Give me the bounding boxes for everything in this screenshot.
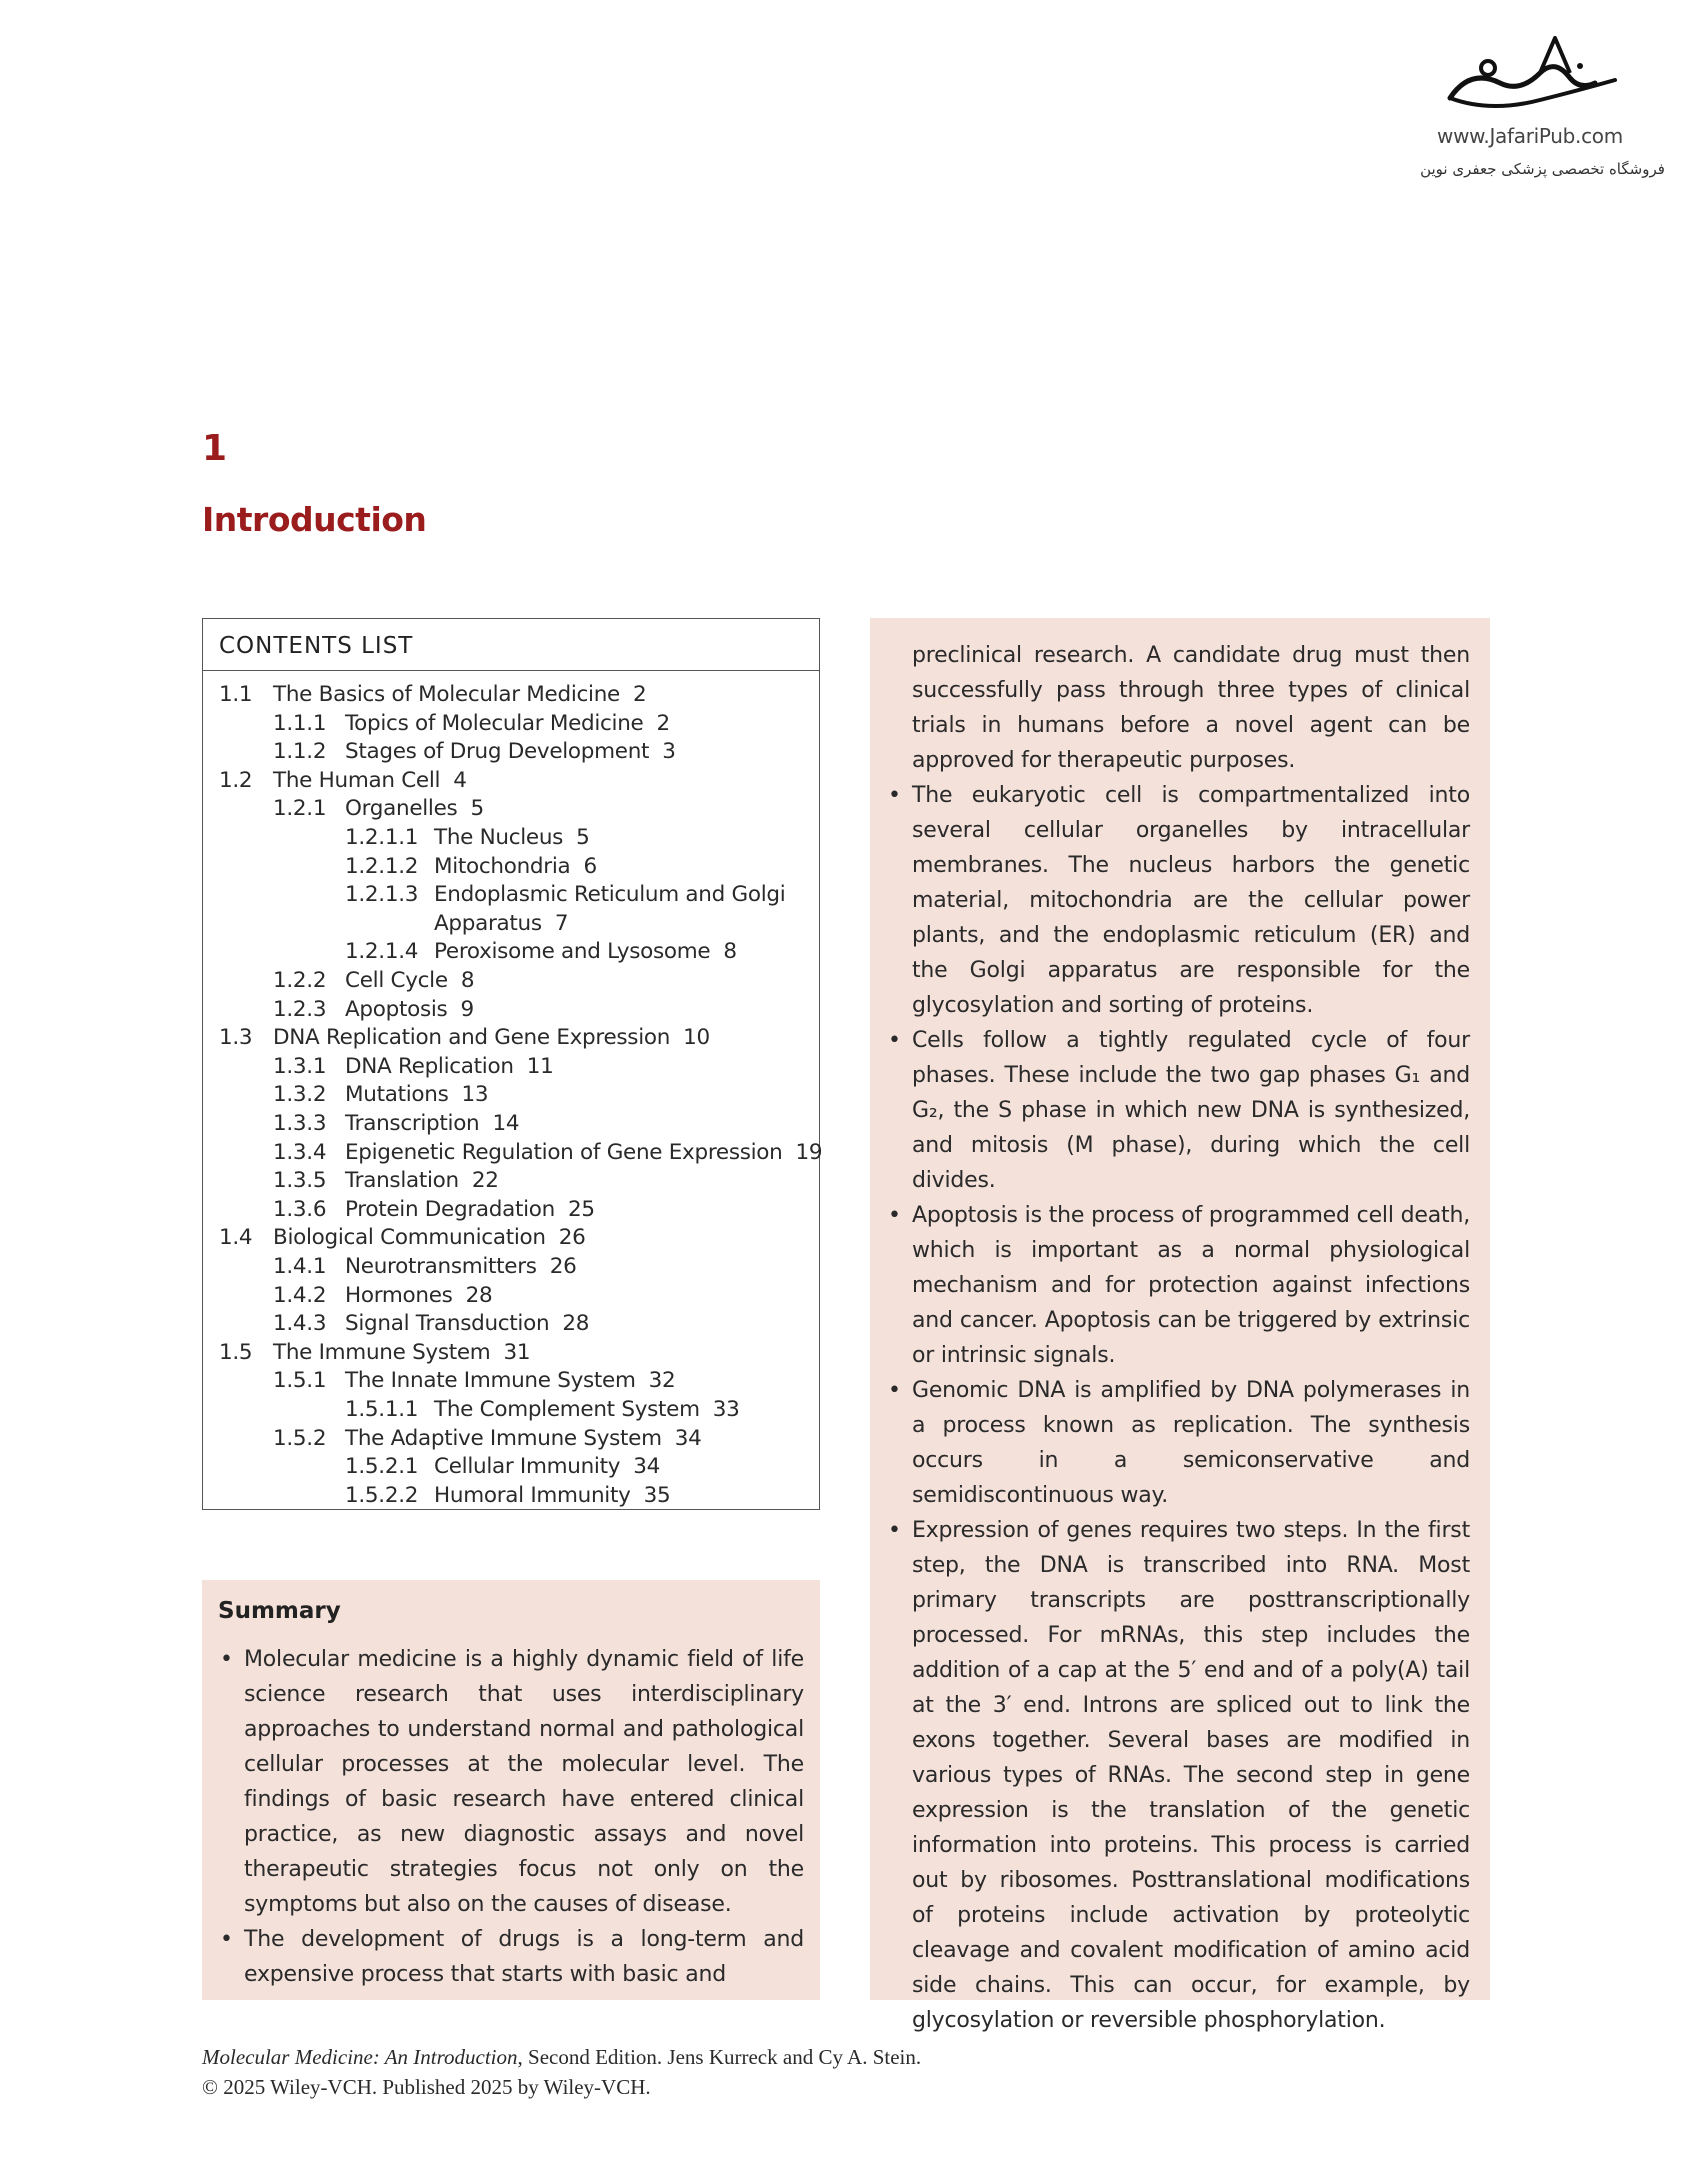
toc-entry-title: DNA Replication and Gene Expression 10	[273, 1025, 710, 1051]
toc-entry-title: Apoptosis 9	[345, 996, 474, 1022]
summary-bullet-list	[218, 1642, 804, 1992]
toc-entry	[219, 1024, 819, 1053]
toc-entry-number: 1.5.2	[273, 1425, 327, 1451]
contents-list-box	[202, 618, 823, 1510]
toc-entry-number: 1.5.2.1	[345, 1454, 419, 1480]
publisher-tagline: فروشگاه تخصصی پزشکی جعفری نوین	[1420, 160, 1665, 178]
toc-entry-number: 1.2.3	[273, 996, 327, 1022]
summary-bullet: • Molecular medicine is a highly dynamic field of life science research that uses interdisciplinary approaches to understand normal and pathological cellular processes at the molecular level. The findings of basic research have entered clinical practice, as new diagnostic assays and novel therapeutic strategies focus not only on the symptoms but also on the causes of disease.	[218, 1642, 804, 1922]
toc-entry	[219, 795, 819, 824]
summary-bullet: • Apoptosis is the process of programmed cell death, which is important as a normal physiological mechanism and for protection against infections and cancer. Apoptosis can be triggered by extrinsic or intrinsic signals.	[886, 1198, 1470, 1373]
publisher-logo	[1420, 28, 1680, 198]
toc-entry-title: Protein Degradation 25	[345, 1196, 595, 1222]
toc-entry	[219, 1081, 819, 1110]
toc-entry	[219, 1196, 819, 1225]
toc-entry	[219, 881, 819, 910]
toc-entry-title: Peroxisome and Lysosome 8	[434, 939, 737, 965]
toc-entry-title: DNA Replication 11	[345, 1053, 554, 1079]
footer-book-title: Molecular Medicine: An Introduction	[202, 2045, 518, 2069]
toc-entry-number: 1.4.1	[273, 1254, 327, 1279]
toc-entry-number: 1.3.3	[273, 1111, 327, 1136]
toc-entry	[219, 824, 819, 853]
toc-entry-title: The Adaptive Immune System 34	[345, 1425, 702, 1451]
toc-entry-title: The Innate Immune System 32	[345, 1368, 676, 1394]
toc-entry-title: Epigenetic Regulation of Gene Expression 19	[345, 1139, 823, 1165]
toc-entry	[219, 1253, 819, 1282]
summary-continuation-box	[870, 618, 1490, 2033]
toc-entry-number: 1.5	[219, 1339, 253, 1365]
toc-entry	[219, 1339, 819, 1368]
toc-entry-number: 1.3.5	[273, 1168, 327, 1194]
toc-entry-title: Endoplasmic Reticulum and Golgi	[434, 882, 786, 908]
toc-entry-number: 1.4	[219, 1225, 253, 1251]
toc-entry	[219, 1310, 819, 1339]
toc-entry	[219, 1110, 819, 1139]
chapter-title: Introduction	[202, 500, 427, 539]
toc-entry-title: Hormones 28	[345, 1282, 493, 1308]
toc-entry-title: The Nucleus 5	[434, 825, 590, 850]
page-footer	[202, 2042, 921, 2102]
toc-entry	[219, 910, 819, 939]
toc-entry-number: 1.2	[219, 767, 253, 793]
toc-entry-title: Cell Cycle 8	[345, 968, 475, 993]
publisher-url: www.JafariPub.com	[1437, 124, 1623, 148]
summary-bullet: • Cells follow a tightly regulated cycle of four phases. These include the two gap phases G₁ and G₂, the S phase in which new DNA is synthesized, and mitosis (M phase), during which the cell divides.	[886, 1023, 1470, 1198]
toc-entry-number: 1.3.6	[273, 1196, 327, 1222]
toc-entry-number: 1.3.1	[273, 1053, 327, 1079]
summary-bullet: • Genomic DNA is amplified by DNA polymerases in a process known as replication. The synthesis occurs in a semiconservative and semidiscontinuous way.	[886, 1373, 1470, 1513]
toc-entry	[219, 710, 819, 739]
toc-entry-title: The Complement System 33	[434, 1397, 740, 1422]
summary-continuation-text: preclinical research. A candidate drug must then successfully pass through three types of clinical trials in humans before a novel agent can be approved for therapeutic purposes.	[912, 643, 1470, 773]
toc-entry	[219, 967, 819, 996]
toc-entry	[219, 767, 819, 796]
toc-entry-title: Transcription 14	[345, 1111, 520, 1136]
toc-entry-number: 1.4.3	[273, 1311, 327, 1337]
toc-entry	[219, 996, 819, 1025]
toc-entry	[219, 1139, 823, 1168]
footer-edition-authors: , Second Edition. Jens Kurreck and Cy A. Stein.	[517, 2045, 922, 2069]
toc-entry-number: 1.2.1	[273, 796, 327, 822]
toc-entry-number: 1.1	[219, 682, 253, 707]
toc-entry	[219, 1453, 819, 1482]
toc-entry	[219, 1282, 819, 1311]
chapter-number: 1	[202, 428, 228, 469]
toc-entry-title: Signal Transduction 28	[345, 1311, 590, 1337]
toc-entry-title: Mitochondria 6	[434, 853, 597, 879]
toc-entry-title: Biological Communication 26	[273, 1225, 586, 1251]
toc-entry-title: The Basics of Molecular Medicine 2	[273, 682, 647, 707]
toc-entry-number: 1.1.1	[273, 710, 327, 736]
toc-entry-number: 1.5.1.1	[345, 1397, 419, 1422]
toc-entry	[219, 681, 819, 710]
toc-entry-number: 1.2.1.3	[345, 882, 419, 908]
footer-citation	[202, 2042, 921, 2072]
toc-entry-title: Cellular Immunity 34	[434, 1454, 660, 1480]
toc-entry	[219, 1425, 819, 1454]
toc-entry	[219, 938, 819, 967]
toc-entry-title: The Immune System 31	[273, 1339, 531, 1365]
toc-entry	[219, 1367, 819, 1396]
toc-entry-title: The Human Cell 4	[273, 767, 467, 793]
toc-entry-title: Apparatus 7	[434, 910, 569, 936]
toc-entry-number: 1.3	[219, 1025, 253, 1051]
summary-box	[202, 1580, 820, 2000]
summary-bullet: • The eukaryotic cell is compartmentalized into several cellular organelles by intracellular membranes. The nucleus harbors the genetic material, mitochondria are the cellular power plants, and the endoplasmic reticulum (ER) and the Golgi apparatus are responsible for the glycosylation and sorting of proteins.	[886, 778, 1470, 1023]
toc-entry-title: Translation 22	[345, 1168, 499, 1194]
summary-bullet: • Expression of genes requires two steps. In the first step, the DNA is transcribed into RNA. Most primary transcripts are posttranscriptionally processed. For mRNAs, this step includes the addition of a cap at the 5′ end and of a poly(A) tail at the 3′ end. Introns are spliced out to link the exons together. Several bases are modified in various types of RNAs. The second step in gene expression is the translation of the genetic information into proteins. This process is carried out by ribosomes. Posttranslational modifications of proteins include activation by proteolytic cleavage and covalent modification of amino acid side chains. This can occur, for example, by glycosylation or reversible phosphorylation.	[886, 1513, 1470, 2038]
toc-entry-title: Mutations 13	[345, 1082, 489, 1108]
footer-copyright: © 2025 Wiley-VCH. Published 2025 by Wiley-VCH.	[202, 2075, 651, 2099]
toc-entry-title: Organelles 5	[345, 796, 484, 822]
toc-entry	[219, 1053, 819, 1082]
toc-entry-number: 1.2.2	[273, 968, 327, 993]
summary-bullet: • The development of drugs is a long-term and expensive process that starts with basic and	[218, 1922, 804, 1992]
publisher-logo-icon	[1430, 28, 1630, 123]
toc-entry-number: 1.2.1.2	[345, 853, 419, 879]
toc-entry	[219, 1482, 819, 1511]
toc-entry	[219, 853, 819, 882]
toc-entry-number: 1.2.1.1	[345, 825, 419, 850]
toc-entry-number: 1.1.2	[273, 739, 327, 765]
toc-entry-title: Topics of Molecular Medicine 2	[345, 710, 670, 736]
contents-heading: CONTENTS LIST	[203, 619, 819, 671]
toc-entry-number: 1.2.1.4	[345, 939, 419, 965]
summary-bullet-list-continued	[886, 638, 1470, 2038]
toc-entry-title: Stages of Drug Development 3	[345, 739, 676, 765]
toc-entry-number: 1.3.4	[273, 1139, 327, 1165]
toc-entry	[219, 738, 819, 767]
toc-entry	[219, 1167, 819, 1196]
toc-entry	[219, 1396, 819, 1425]
toc-entry-title: Humoral Immunity 35	[434, 1482, 671, 1508]
toc-entry	[219, 1224, 819, 1253]
toc-entry-number: 1.5.2.2	[345, 1482, 419, 1508]
summary-heading: Summary	[218, 1598, 341, 1624]
toc-entry-title: Neurotransmitters 26	[345, 1254, 577, 1279]
toc-entry-number: 1.5.1	[273, 1368, 327, 1394]
toc-entry-number: 1.4.2	[273, 1282, 327, 1308]
toc-entry-number: 1.3.2	[273, 1082, 327, 1108]
